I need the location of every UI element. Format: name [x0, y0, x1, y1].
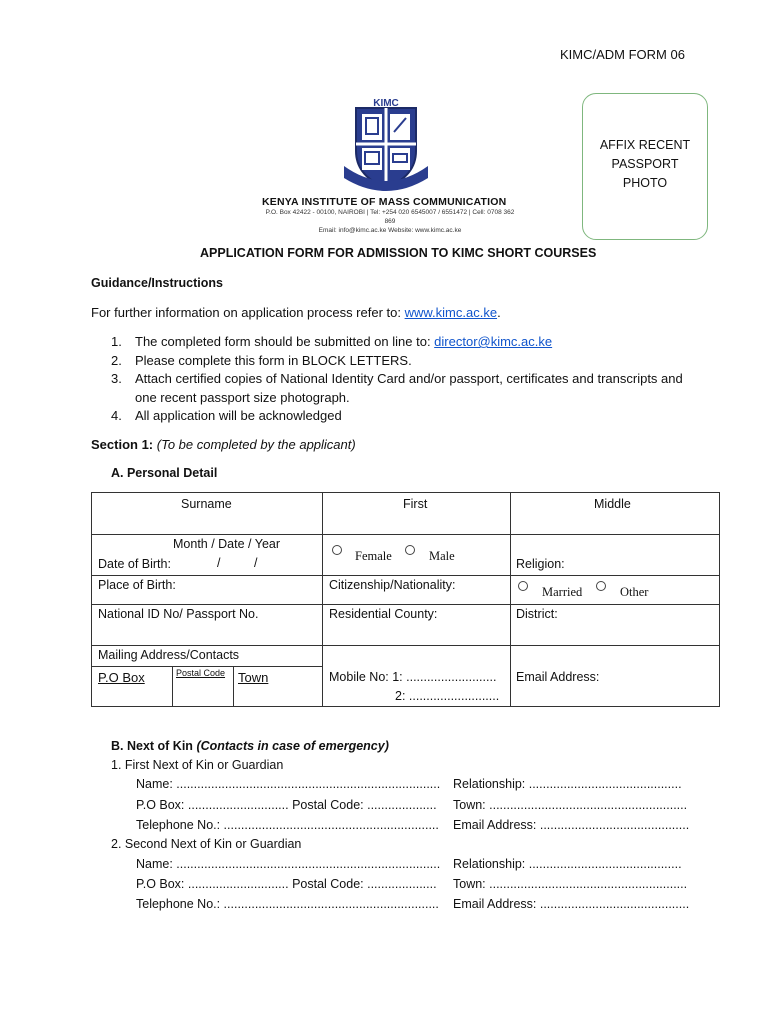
- second-kin-telephone: Telephone No.: ..............................................................: [136, 897, 439, 911]
- personal-detail-heading: A. Personal Detail: [111, 466, 218, 480]
- institution-email: Email: info@kimc.ac.ke Website: www.kimc.ac.ke: [318, 227, 462, 234]
- married-radio[interactable]: [518, 581, 528, 591]
- institution-name: KENYA INSTITUTE OF MASS COMMUNICATION: [262, 196, 507, 208]
- list-number: 2.: [111, 352, 122, 368]
- director-email-link[interactable]: director@kimc.ac.ke: [434, 334, 553, 349]
- list-text: Attach certified copies of National Identity Card and/or passport, certificates and transcripts and one recent passport size photograph.: [135, 371, 683, 405]
- po-box-label: P.O Box: [98, 670, 145, 685]
- surname-label: Surname: [181, 497, 232, 511]
- first-kin-name: Name: ............................................................................: [136, 777, 441, 791]
- other-radio[interactable]: [596, 581, 606, 591]
- district-label: District:: [516, 607, 558, 621]
- female-label: Female: [355, 549, 392, 563]
- dob-format-label: Month / Date / Year: [173, 537, 281, 551]
- middle-name-label: Middle: [594, 497, 631, 511]
- female-radio[interactable]: [332, 545, 342, 555]
- info-prefix: For further information on application process refer to:: [91, 305, 405, 320]
- form-code: KIMC/ADM FORM 06: [560, 47, 685, 62]
- form-title: APPLICATION FORM FOR ADMISSION TO KIMC SHORT COURSES: [200, 246, 597, 260]
- first-kin-po-box: P.O Box: ............................. Postal Code: ....................: [136, 798, 437, 812]
- place-of-birth-label: Place of Birth:: [98, 578, 176, 592]
- postal-code-label: Postal Code: [176, 668, 226, 678]
- mobile-1-label: Mobile No: 1: ..........................: [329, 670, 497, 684]
- mailing-address-label: Mailing Address/Contacts: [98, 648, 240, 662]
- section-1-label: Section 1:: [91, 437, 154, 452]
- mobile-2-label: 2: ..........................: [395, 689, 500, 703]
- list-text: All application will be acknowledged: [135, 408, 342, 423]
- photo-box-line-3: PHOTO: [622, 176, 668, 190]
- citizenship-label: Citizenship/Nationality:: [329, 578, 456, 592]
- other-label: Other: [620, 585, 649, 599]
- logo-wordmark: KIMC: [373, 98, 399, 109]
- married-label: Married: [542, 585, 583, 599]
- next-of-kin-heading: [111, 739, 389, 753]
- dob-separator-1: /: [217, 556, 221, 570]
- website-link[interactable]: www.kimc.ac.ke: [404, 305, 498, 320]
- list-number: 1.: [111, 334, 122, 349]
- list-text: Please complete this form in BLOCK LETTERS.: [135, 352, 412, 368]
- dob-label: Date of Birth:: [98, 557, 171, 571]
- second-kin-title: 2. Second Next of Kin or Guardian: [111, 837, 302, 851]
- second-kin-po-box: P.O Box: ............................. Postal Code: ....................: [136, 877, 437, 891]
- next-of-kin-title: B. Next of Kin: [111, 739, 193, 753]
- residential-county-label: Residential County:: [329, 607, 438, 621]
- info-suffix: .: [497, 305, 501, 320]
- first-kin-town: Town: .........................................................: [453, 798, 688, 812]
- photo-box-line-2: PASSPORT: [611, 157, 679, 171]
- first-kin-email: Email Address: ...........................................: [453, 818, 690, 832]
- second-kin-name: Name: ............................................................................: [136, 857, 441, 871]
- dob-separator-2: /: [254, 556, 258, 570]
- photo-box-line-1: AFFIX RECENT: [599, 138, 691, 152]
- list-text-prefix: The completed form should be submitted on line to:: [135, 334, 435, 349]
- second-kin-town: Town: .........................................................: [453, 877, 688, 891]
- second-kin-relationship: Relationship: ............................................: [453, 857, 682, 871]
- section-1-note: (To be completed by the applicant): [153, 437, 356, 452]
- first-kin-relationship: Relationship: ............................................: [453, 777, 682, 791]
- first-kin-title: 1. First Next of Kin or Guardian: [111, 758, 284, 772]
- male-label: Male: [429, 549, 455, 563]
- first-kin-telephone: Telephone No.: ..............................................................: [136, 818, 439, 832]
- email-address-label: Email Address:: [516, 670, 600, 684]
- guidance-heading: Guidance/Instructions: [91, 276, 223, 290]
- national-id-label: National ID No/ Passport No.: [98, 607, 259, 621]
- list-number: 4.: [111, 408, 122, 423]
- list-number: 3.: [111, 371, 122, 386]
- first-name-label: First: [403, 497, 428, 511]
- next-of-kin-note: (Contacts in case of emergency): [196, 739, 389, 753]
- institution-address: P.O. Box 42422 - 00100, NAIROBI | Tel: +254 020 6545007 / 6551472 | Cell: 0708 362 869: [265, 209, 515, 225]
- town-label: Town: [238, 670, 269, 685]
- male-radio[interactable]: [405, 545, 415, 555]
- second-kin-email: Email Address: ...........................................: [453, 897, 690, 911]
- religion-label: Religion:: [516, 557, 565, 571]
